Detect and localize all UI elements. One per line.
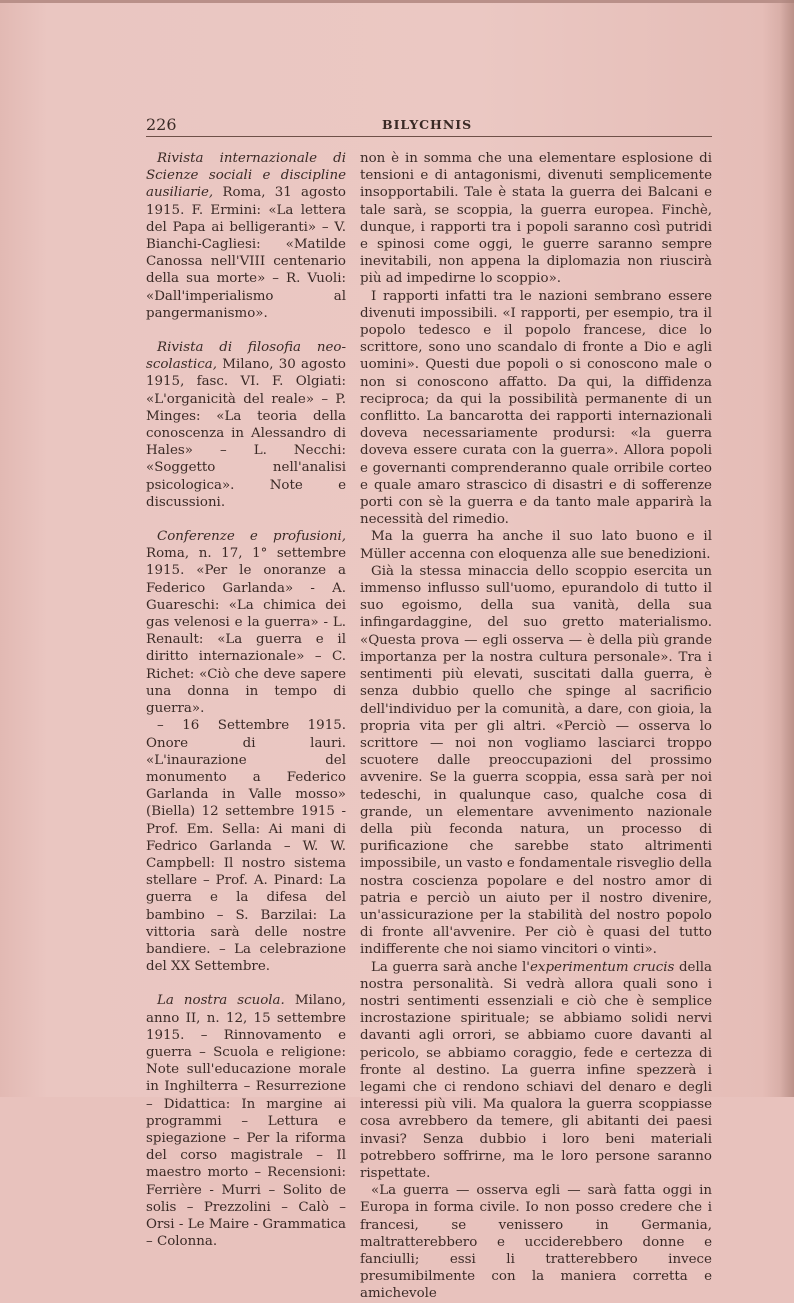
- paragraph: [360, 959, 712, 1183]
- journal-title: La nostra scuola.: [157, 993, 285, 1009]
- right-column: [360, 150, 712, 1303]
- journal-contents: Milano, anno II, n. 12, 15 settembre 1915. – Rinnovamento e guerra – Scuola e religione: Note sull'educazione morale in Inghilterra – Resurrezione – Didattica: In margine ai programmi – Lettura e spiegazione – Per la riforma del corso magistrale – Il maestro morto – Recensioni: Ferrière - Murri – Solito de solis – Prezzolini – Calò – Orsi - Le Maire - Grammatica – Colonna.: [146, 993, 347, 1250]
- journal-entry: [146, 150, 346, 322]
- left-column: [146, 150, 346, 1267]
- journal-contents: Roma, 31 agosto 1915. F. Ermini: «La lettera del Papa ai belligeranti» – V. Bianchi-Cagliesi: «Matilde Canossa nell'VIII centenario della sua morte» – R. Vuoli: «Dall'imperialismo al pangermanismo».: [146, 185, 346, 321]
- journal-title: Rivista internazionale di Scienze sociali e discipline ausiliarie,: [146, 151, 346, 201]
- journal-entry: [146, 992, 346, 1250]
- journal-contents-continued: – 16 Settembre 1915. Onore di lauri. «L'inaurazione del monumento a Federico Garlanda in Valle mosso» (Biella) 12 settembre 1915 - Prof. Em. Sella: Ai mani di Fedrico Garlanda – W. W. Campbell: Il nostro sistema stellare – Prof. A. Pinard: La guerra e la difesa del bambino – S. Barzilai: La vittoria sarà delle nostre bandiere. – La celebrazione del XX Settembre.: [146, 718, 346, 975]
- paragraph: non è in somma che una elementare esplosione di tensioni e di antagonismi, divenuti semplicemente insopportabili. Tale è stata la guerra dei Balcani e tale sarà, se scoppia, la guerra europea. Finchè, dunque, i rapporti tra i popoli saranno così putridi e spinosi come oggi, le guerre saranno sempre inevitabili, non appena la diplomazia non riuscirà più ad impedirne lo scoppio».: [360, 151, 712, 287]
- top-edge: [0, 0, 794, 3]
- page-number: 226: [146, 115, 177, 134]
- paragraph: Già la stessa minaccia dello scoppio esercita un immenso influsso sull'uomo, epurandolo di tutto il suo egoismo, della sua vanità, della sua infingardaggine, del suo gretto materialismo. «Questa prova — egli osserva — è della più grande importanza per la nostra cultura personale». Tra i sentimenti più elevati, suscitati dalla guerra, è senza dubbio quello che spinge al sacrificio dell'individuo per la comunità, a dare, con gioia, la propria vita per gli altri. «Perciò — osserva lo scrittore — noi non vogliamo lasciarci troppo scuotere dalle preoccupazioni del prossimo avvenire. Se la guerra scoppia, essa sarà per noi tedeschi, in qualunque caso, qualche cosa di grande, un elementare avvenimento nazionale della più feconda natura, un processo di purificazione che sarebbe stato altrimenti impossibile, un vasto e fondamentale risveglio della nostra coscienza popolare e del nostro amor di patria e perciò un aiuto per il nostro divenire, un'assicurazione per la stabilità del nostro popolo di fronte all'avvenire. Per ciò è quasi del tutto indifferente che noi siamo vincitori o vinti».: [360, 563, 712, 958]
- paragraph: «La guerra — osserva egli — sarà fatta oggi in Europa in forma civile. Io non posso credere che i francesi, se venissero in Germania, maltratterebbero e ucciderebbero donne e fanciulli; essi li tratterebbero invece presumibilmente con la maniera corretta e amichevole: [360, 1183, 712, 1302]
- running-title: BILYCHNIS: [382, 117, 473, 132]
- italic-phrase: experimentum crucis: [529, 959, 675, 975]
- header-rule: [146, 136, 712, 137]
- paragraph: Ma la guerra ha anche il suo lato buono e il Müller accenna con eloquenza alle sue benedizioni.: [360, 529, 712, 562]
- journal-entry: [146, 528, 346, 975]
- journal-contents: Roma, n. 17, 1° settembre 1915. «Per le onoranze a Federico Garlanda» - A. Guareschi: «La chimica dei gas velenosi e la guerra» - L. Renault: «La guerra e il diritto internazionale» – C. Richet: «Ciò che deve sapere una donna in tempo di guerra».: [146, 546, 346, 717]
- journal-contents: Milano, 30 agosto 1915, fasc. VI. F. Olgiati: «L'organicità del reale» – P. Minges: «La teoria della conoscenza in Alessandro di Hales» – L. Necchi: «Soggetto nell'analisi psicologica». Note e discussioni.: [146, 357, 346, 510]
- page-edge-shadow: [780, 0, 794, 1097]
- paragraph-text: della nostra personalità. Si vedrà allora quali sono i nostri sentimenti essenziali e ciò che è semplice incrostazione spirituale; se abbiamo solidi nervi davanti agli orrori, se abbiamo cuore davanti al pericolo, se abbiamo coraggio, fede e certezza di fronte al destino. La guerra infine spezzerà i legami che ci rendono schiavi del denaro e degli interessi più vili. Ma qualora la guerra scoppiasse cosa avrebbero da temere, gli abitanti dei paesi invasi? Senza dubbio i loro beni materiali potrebbero soffrirne, ma le loro persone saranno rispettate.: [360, 959, 712, 1181]
- page-header: [146, 113, 712, 135]
- journal-entry: [146, 339, 346, 511]
- paragraph-text: La guerra sarà anche l': [371, 959, 530, 975]
- journal-title: Rivista di filosofia neo-scolastica,: [146, 340, 346, 373]
- journal-title: Conferenze e profusioni,: [157, 529, 346, 545]
- paragraph: I rapporti infatti tra le nazioni sembrano essere divenuti impossibili. «I rapporti, per esempio, tra il popolo tedesco e il popolo francese, dice lo scrittore, sono uno scandalo di fronte a Dio e agli uomini». Questi due popoli o si conoscono male o non si conoscono affatto. Da qui, la diffidenza reciproca; da qui la possibilità permanente di un conflitto. La bancarotta dei rapporti internazionali doveva necessariamente prodursi: «la guerra doveva essere curata con la guerra». Allora popoli e governanti comprenderanno quale orribile corteo e quale amaro strascico di disastri e di sofferenze porti con sè la guerra e da tanto male apparirà la necessità del rimedio.: [360, 288, 712, 528]
